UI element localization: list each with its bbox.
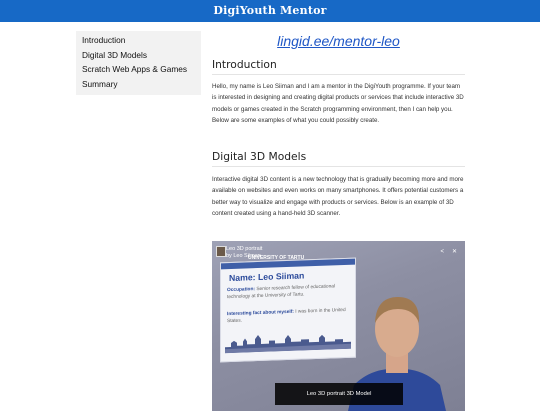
share-icon[interactable]: < xyxy=(440,249,444,255)
heading-divider xyxy=(212,74,465,75)
section-heading-3d-models: Digital 3D Models xyxy=(212,150,307,163)
main-content xyxy=(212,31,465,397)
3d-models-paragraph: Interactive digital 3D content is a new technology that is gradually becoming more and more available on websites and even works on many smartphones. It offers potential customers a better way to visualize and engage with products or services. Below is an example of 3D content created using a hand-held 3D scanner. xyxy=(212,176,464,217)
card-fact: Interesting fact about myself: I was born in the United States. xyxy=(227,307,346,325)
model-title[interactable]: Leo 3D portrait by Leo Siiman xyxy=(226,246,263,259)
viewer-controls xyxy=(432,248,457,255)
city-skyline-image xyxy=(225,329,351,353)
heading-divider xyxy=(212,166,465,167)
fullscreen-icon[interactable]: ✕ xyxy=(451,249,457,255)
name-card xyxy=(220,258,356,363)
3d-model-viewer[interactable] xyxy=(212,241,465,411)
model-caption: Leo 3D portrait 3D Model xyxy=(275,383,403,405)
author-avatar xyxy=(216,246,226,257)
card-occupation: Occupation: Senior research fellow of educational technology at the University of Tartu. xyxy=(227,284,335,301)
toc-item-digital-3d-models[interactable]: Digital 3D Models xyxy=(82,49,148,60)
mentor-link[interactable]: lingid.ee/mentor-leo xyxy=(277,33,400,49)
intro-paragraph: Hello, my name is Leo Siiman and I am a mentor in the DigiYouth programme. If your team is interested in designing and creating digital products or services that include interactive 3D models or games created in the Scratch programming environment, then I can help you. Below are some examples of what you could possibly create. xyxy=(212,83,464,124)
toc-item-scratch-web-apps[interactable]: Scratch Web Apps & Games xyxy=(82,64,187,75)
card-name: Name: Leo Siiman xyxy=(229,270,305,284)
section-heading-introduction: Introduction xyxy=(212,58,277,71)
toc-item-summary[interactable]: Summary xyxy=(82,79,118,90)
site-title: DigiYouth Mentor xyxy=(213,4,327,17)
toc-item-introduction[interactable]: Introduction xyxy=(82,35,126,45)
university-logo: UNIVERSITY OF TARTU xyxy=(248,255,305,261)
table-of-contents xyxy=(76,31,201,95)
site-header xyxy=(0,0,540,22)
